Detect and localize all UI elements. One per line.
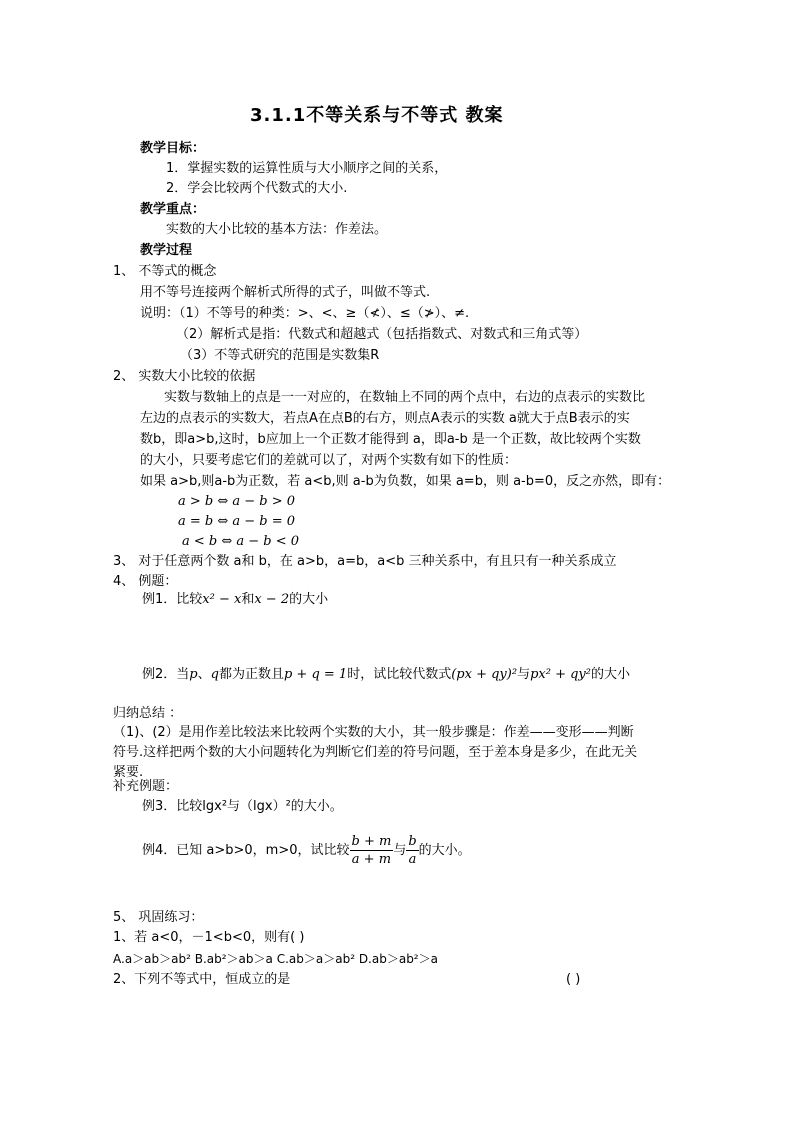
answer-blank: ( ) <box>566 972 581 987</box>
math-expression: p + q = 1 <box>283 667 348 682</box>
section-2-title: 2、 实数大小比较的依据 <box>113 369 256 384</box>
separator-text: 、 <box>197 667 211 682</box>
connector-text: 与 <box>517 667 531 682</box>
paragraph-line: 数b，即a>b,这时，b应加上一个正数才能得到 a，即a-b 是一个正数，故比较两个实数 <box>140 432 641 447</box>
example-1 <box>142 590 328 610</box>
goals-heading: 教学目标： <box>140 141 206 156</box>
fraction-denominator: a <box>408 852 417 867</box>
summary-line: （1)、(2）是用作差比较法来比较两个实数的大小，其一般步骤是：作差——变形——判断 <box>113 725 634 740</box>
goal-item: 2．学会比较两个代数式的大小. <box>166 181 348 196</box>
formula-greater: a > b ⇔ a − b > 0 <box>178 494 296 509</box>
section-3-text: 3、 对于任意两个数 a和 b，在 a>b，a=b，a<b 三种关系中，有且只有一种关系成立 <box>113 554 617 569</box>
example-2-tail: 的大小 <box>590 667 630 682</box>
question-2: 2、下列不等式中，恒成立的是 <box>113 972 291 987</box>
math-variable: q <box>210 667 219 682</box>
connector-text: 和 <box>241 592 255 607</box>
fraction-b-plus-m-over-a-plus-m <box>350 833 394 868</box>
fraction-numerator: b + m <box>351 834 392 849</box>
example-3: 例3．比较lgx²与（lgx）²的大小。 <box>142 799 343 814</box>
note-2: （2）解析式是指：代数式和超越式（包括指数式、对数式和三角式等） <box>176 327 588 342</box>
comparison-rule: 如果 a>b,则a-b为正数，若 a<b,则 a-b为负数，如果 a=b，则 a-b=0，反之亦然，即有： <box>140 474 671 489</box>
goal-item: 1．掌握实数的运算性质与大小顺序之间的关系， <box>166 161 448 176</box>
paragraph-line: 左边的点表示的实数大，若点A在点B的右方，则点A表示的实数 a就大于点B表示的实 <box>140 411 630 426</box>
formula-equal: a = b ⇔ a − b = 0 <box>178 514 296 529</box>
connector-text: 都为正数且 <box>218 667 284 682</box>
math-expression: x² − x <box>202 592 242 607</box>
example-2-label: 例2．当 <box>142 667 190 682</box>
note-3: （3）不等式研究的范围是实数集R <box>180 348 380 363</box>
example-4 <box>142 832 471 870</box>
key-heading: 教学重点： <box>140 202 206 217</box>
summary-heading: 归纳总结 ： <box>113 706 183 721</box>
key-text: 实数的大小比较的基本方法：作差法。 <box>166 222 388 237</box>
section-4-title: 4、 例题： <box>113 574 178 589</box>
example-2 <box>142 665 630 685</box>
summary-line: 紧要. <box>113 765 144 780</box>
section-5-title: 5、 巩固练习： <box>113 910 204 925</box>
math-expression: px² + qy² <box>530 667 591 682</box>
paragraph-line: 实数与数轴上的点是一一对应的，在数轴上不同的两个点中，右边的点表示的实数比 <box>164 390 646 405</box>
connector-text: 时，试比较代数式 <box>347 667 452 682</box>
math-expression: (px + qy)² <box>451 667 518 682</box>
example-4-label: 例4．已知 a>b>0，m>0，试比较 <box>142 843 350 858</box>
math-expression: x − 2 <box>254 592 290 607</box>
example-1-tail: 的大小 <box>289 592 329 607</box>
question-1-options: A.a＞ab＞ab² B.ab²＞ab＞a C.ab＞a＞ab² D.ab＞ab²＞a <box>113 952 438 966</box>
connector-text: 与 <box>393 843 407 858</box>
fraction-numerator: b <box>408 834 417 849</box>
formula-less: a < b ⇔ a − b < 0 <box>182 534 300 549</box>
math-variable: p <box>189 667 198 682</box>
note-1: 说明：（1）不等号的种类：>、<、≥（≮）、≤（≯）、≠. <box>140 306 470 321</box>
question-1: 1、若 a<0，－1<b<0，则有( ) <box>113 930 305 945</box>
summary-line: 符号.这样把两个数的大小问题转化为判断它们差的符号问题，至于差本身是多少，在此无关 <box>113 745 638 760</box>
extra-heading: 补充例题： <box>113 779 179 794</box>
inequality-definition: 用不等号连接两个解析式所得的式子，叫做不等式. <box>140 285 431 300</box>
fraction-b-over-a <box>406 833 418 868</box>
section-1-title: 1、 不等式的概念 <box>113 264 217 279</box>
example-4-tail: 的大小。 <box>418 843 471 858</box>
example-1-label: 例1．比较 <box>142 592 203 607</box>
fraction-denominator: a + m <box>351 852 392 867</box>
page-title: 3.1.1不等关系与不等式 教案 <box>250 105 504 126</box>
paragraph-line: 的大小，只要考虑它们的差就可以了，对两个实数有如下的性质： <box>140 453 518 468</box>
process-heading: 教学过程 <box>140 243 193 258</box>
